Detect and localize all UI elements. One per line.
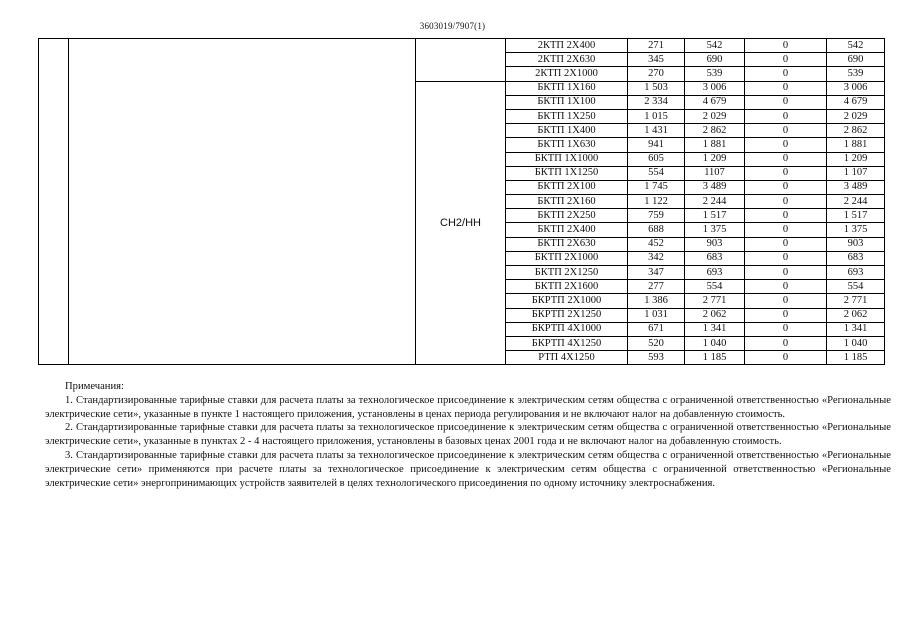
value-cell-3: 0 xyxy=(745,351,827,365)
value-cell-2: 903 xyxy=(685,237,745,251)
value-cell-1: 2 334 xyxy=(628,95,685,109)
equipment-type-cell: БКТП 2Х1000 xyxy=(506,251,628,265)
value-cell-2: 693 xyxy=(685,266,745,280)
value-cell-3: 0 xyxy=(745,266,827,280)
value-cell-4: 1 107 xyxy=(827,166,885,180)
value-cell-4: 693 xyxy=(827,266,885,280)
value-cell-1: 1 431 xyxy=(628,124,685,138)
tariff-table xyxy=(38,38,885,365)
value-cell-4: 542 xyxy=(827,39,885,53)
equipment-type-cell: БКТП 1Х1250 xyxy=(506,166,628,180)
value-cell-2: 539 xyxy=(685,67,745,81)
value-cell-4: 903 xyxy=(827,237,885,251)
value-cell-4: 2 862 xyxy=(827,124,885,138)
value-cell-1: 1 503 xyxy=(628,81,685,95)
value-cell-3: 0 xyxy=(745,251,827,265)
blank-cell-3 xyxy=(416,39,506,82)
value-cell-3: 0 xyxy=(745,308,827,322)
value-cell-1: 605 xyxy=(628,152,685,166)
voltage-group-label: СН2/НН xyxy=(416,81,506,365)
value-cell-4: 690 xyxy=(827,53,885,67)
document-id: 3603019/7907(1) xyxy=(419,21,486,31)
value-cell-2: 1 040 xyxy=(685,336,745,350)
equipment-type-cell: 2КТП 2Х400 xyxy=(506,39,628,53)
value-cell-3: 0 xyxy=(745,124,827,138)
equipment-type-cell: БКТП 2Х1600 xyxy=(506,280,628,294)
notes-heading: Примечания: xyxy=(65,381,124,392)
value-cell-1: 277 xyxy=(628,280,685,294)
equipment-type-cell: БКРТП 2Х1000 xyxy=(506,294,628,308)
value-cell-3: 0 xyxy=(745,166,827,180)
blank-cell-2 xyxy=(69,39,416,365)
value-cell-2: 1 209 xyxy=(685,152,745,166)
value-cell-4: 1 375 xyxy=(827,223,885,237)
value-cell-4: 1 341 xyxy=(827,322,885,336)
equipment-type-cell: РТП 4Х1250 xyxy=(506,351,628,365)
value-cell-2: 1 375 xyxy=(685,223,745,237)
value-cell-4: 539 xyxy=(827,67,885,81)
value-cell-3: 0 xyxy=(745,39,827,53)
value-cell-1: 270 xyxy=(628,67,685,81)
value-cell-4: 1 517 xyxy=(827,209,885,223)
equipment-type-cell: БКРТП 2Х1250 xyxy=(506,308,628,322)
value-cell-1: 593 xyxy=(628,351,685,365)
value-cell-1: 1 031 xyxy=(628,308,685,322)
value-cell-3: 0 xyxy=(745,109,827,123)
value-cell-3: 0 xyxy=(745,53,827,67)
value-cell-1: 554 xyxy=(628,166,685,180)
value-cell-4: 3 489 xyxy=(827,180,885,194)
value-cell-2: 1 185 xyxy=(685,351,745,365)
equipment-type-cell: БКТП 2Х160 xyxy=(506,195,628,209)
value-cell-4: 1 881 xyxy=(827,138,885,152)
equipment-type-cell: БКТП 1Х100 xyxy=(506,95,628,109)
blank-cell-1 xyxy=(39,39,69,365)
value-cell-3: 0 xyxy=(745,322,827,336)
value-cell-1: 520 xyxy=(628,336,685,350)
equipment-type-cell: БКРТП 4Х1000 xyxy=(506,322,628,336)
value-cell-3: 0 xyxy=(745,336,827,350)
value-cell-3: 0 xyxy=(745,180,827,194)
value-cell-2: 3 006 xyxy=(685,81,745,95)
value-cell-3: 0 xyxy=(745,95,827,109)
value-cell-2: 1 341 xyxy=(685,322,745,336)
value-cell-2: 2 062 xyxy=(685,308,745,322)
value-cell-1: 1 386 xyxy=(628,294,685,308)
value-cell-4: 683 xyxy=(827,251,885,265)
value-cell-3: 0 xyxy=(745,138,827,152)
note-item-1: 1. Стандартизированные тарифные ставки для расчета платы за технологическое присоединение к электрическим сетям общества с ограниченной ответственностью «Региональные электрические сети», указанные в пункте 1 настоящего приложения, установлены в ценах периода регулирования и не включают налог на добавленную стоимость. xyxy=(45,394,891,420)
equipment-type-cell: БКТП 2Х250 xyxy=(506,209,628,223)
value-cell-3: 0 xyxy=(745,152,827,166)
value-cell-4: 2 062 xyxy=(827,308,885,322)
equipment-type-cell: БКТП 1Х250 xyxy=(506,109,628,123)
value-cell-4: 3 006 xyxy=(827,81,885,95)
equipment-type-cell: БКТП 2Х1250 xyxy=(506,266,628,280)
tariff-table-body xyxy=(39,39,885,365)
equipment-type-cell: БКРТП 4Х1250 xyxy=(506,336,628,350)
value-cell-2: 3 489 xyxy=(685,180,745,194)
value-cell-1: 941 xyxy=(628,138,685,152)
equipment-type-cell: БКТП 2Х630 xyxy=(506,237,628,251)
value-cell-2: 2 244 xyxy=(685,195,745,209)
value-cell-4: 2 029 xyxy=(827,109,885,123)
value-cell-2: 2 029 xyxy=(685,109,745,123)
value-cell-1: 759 xyxy=(628,209,685,223)
value-cell-1: 271 xyxy=(628,39,685,53)
value-cell-2: 2 771 xyxy=(685,294,745,308)
value-cell-1: 452 xyxy=(628,237,685,251)
equipment-type-cell: 2КТП 2Х630 xyxy=(506,53,628,67)
value-cell-3: 0 xyxy=(745,195,827,209)
value-cell-1: 671 xyxy=(628,322,685,336)
equipment-type-cell: 2КТП 2Х1000 xyxy=(506,67,628,81)
note-item-2: 2. Стандартизированные тарифные ставки для расчета платы за технологическое присоединение к электрическим сетям общества с ограниченной ответственностью «Региональные электрические сети», указанные в пунктах 2 - 4 настоящего приложения, установлены в базовых ценах 2001 года и не включают налог на добавленную стоимость. xyxy=(45,422,891,448)
value-cell-4: 1 040 xyxy=(827,336,885,350)
value-cell-4: 1 185 xyxy=(827,351,885,365)
value-cell-2: 1107 xyxy=(685,166,745,180)
value-cell-3: 0 xyxy=(745,237,827,251)
equipment-type-cell: БКТП 1Х1000 xyxy=(506,152,628,166)
value-cell-2: 1 517 xyxy=(685,209,745,223)
equipment-type-cell: БКТП 1Х630 xyxy=(506,138,628,152)
value-cell-1: 1 745 xyxy=(628,180,685,194)
value-cell-2: 690 xyxy=(685,53,745,67)
equipment-type-cell: БКТП 2Х400 xyxy=(506,223,628,237)
value-cell-1: 1 015 xyxy=(628,109,685,123)
value-cell-2: 554 xyxy=(685,280,745,294)
value-cell-4: 2 244 xyxy=(827,195,885,209)
value-cell-3: 0 xyxy=(745,280,827,294)
equipment-type-cell: БКТП 1Х160 xyxy=(506,81,628,95)
value-cell-3: 0 xyxy=(745,294,827,308)
equipment-type-cell: БКТП 1Х400 xyxy=(506,124,628,138)
value-cell-4: 2 771 xyxy=(827,294,885,308)
value-cell-4: 4 679 xyxy=(827,95,885,109)
value-cell-2: 542 xyxy=(685,39,745,53)
note-item-3: 3. Стандартизированные тарифные ставки для расчета платы за технологическое присоединение к электрическим сетям общества с ограниченной ответственностью «Региональные электрические сети» применяются при расчете платы за технологическое присоединение к электрическим сетям общества с ограниченной ответственностью «Региональные электрические сети» энергопринимающих устройств заявителей в целях технологического присоединения по одному источнику электроснабжения. xyxy=(45,449,891,489)
value-cell-3: 0 xyxy=(745,81,827,95)
value-cell-2: 1 881 xyxy=(685,138,745,152)
value-cell-1: 688 xyxy=(628,223,685,237)
notes-section xyxy=(45,380,891,490)
value-cell-1: 342 xyxy=(628,251,685,265)
value-cell-1: 345 xyxy=(628,53,685,67)
value-cell-3: 0 xyxy=(745,209,827,223)
value-cell-1: 1 122 xyxy=(628,195,685,209)
value-cell-1: 347 xyxy=(628,266,685,280)
value-cell-3: 0 xyxy=(745,223,827,237)
value-cell-2: 4 679 xyxy=(685,95,745,109)
value-cell-4: 1 209 xyxy=(827,152,885,166)
table-row xyxy=(39,39,885,53)
value-cell-4: 554 xyxy=(827,280,885,294)
value-cell-3: 0 xyxy=(745,67,827,81)
value-cell-2: 683 xyxy=(685,251,745,265)
equipment-type-cell: БКТП 2Х100 xyxy=(506,180,628,194)
value-cell-2: 2 862 xyxy=(685,124,745,138)
